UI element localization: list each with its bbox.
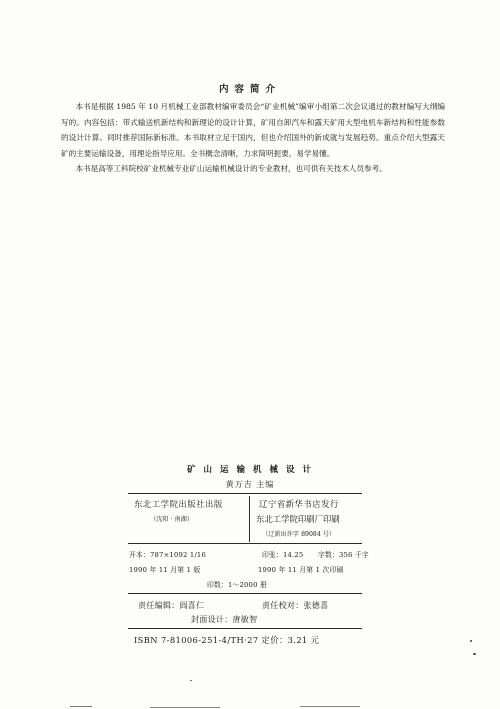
responsible-proofreader: 责任校对：张德喜 bbox=[262, 601, 329, 610]
scan-speck bbox=[473, 653, 476, 655]
word-count: 字数：356 千字 bbox=[318, 551, 369, 559]
colophon-credit-rule bbox=[128, 593, 362, 594]
colophon-isbn-rule bbox=[128, 628, 362, 629]
print-run: 印数：1～2000 册 bbox=[207, 581, 267, 589]
format: 开本：787×1092 1/16 bbox=[129, 551, 206, 559]
colophon-mid-rule bbox=[128, 543, 362, 544]
scan-speck bbox=[470, 640, 472, 642]
colophon-top-rule bbox=[128, 493, 362, 494]
license-number: （辽新出许字 89084 号） bbox=[262, 531, 336, 538]
scan-edge-mark bbox=[150, 707, 220, 708]
publisher-location: （沈阳 · 南湖） bbox=[150, 516, 194, 523]
first-printing: 1990 年 11 月第 1 次印刷 bbox=[258, 566, 344, 574]
printed-sheets: 印张：14.25 bbox=[262, 551, 304, 559]
summary-paragraph-2: 本书是高等工科院校矿业机械专业矿山运输机械设计的专业教材，也可供有关技术人员参考。 bbox=[75, 164, 387, 174]
printer: 东北工学院印刷厂印刷 bbox=[256, 514, 340, 524]
isbn-price: ISBN 7-81006-251-4/TH·27 定价：3.21 元 bbox=[134, 635, 320, 645]
summary-paragraph-1: 本书是根据 1985 年 10 月机械工业部教材编审委员会“矿业机械”编审小组第二次会议通过的教材编写大纲编写的。内容包括：带式输送机新结构和新理论的设计计算，矿用自卸汽车和露天矿用大型电机车新结构和性能参数的设计计算。同时推荐国际新标准。本书取材立足于国内，但也介绍国外的新成就与发展趋势。重点介绍大型露天矿的主要运输设备，用理论指导应用。全书概念清晰，力求简明扼要，易学易懂。 bbox=[61, 102, 445, 158]
publisher-divider bbox=[249, 496, 250, 542]
distributor: 辽宁省新华书店发行 bbox=[259, 499, 339, 509]
publisher: 东北工学院出版社出版 bbox=[134, 499, 223, 509]
summary-title: 内容简介 bbox=[218, 84, 281, 95]
scan-speck bbox=[190, 680, 192, 681]
summary-body bbox=[61, 99, 445, 177]
scan-edge-mark bbox=[300, 706, 360, 707]
responsible-editor: 责任编辑：阎喜仁 bbox=[138, 601, 205, 610]
author: 黄万吉 主编 bbox=[225, 480, 275, 489]
first-edition: 1990 年 11 月第 1 版 bbox=[129, 566, 201, 574]
cover-designer: 封面设计：唐敏智 bbox=[191, 615, 258, 624]
scan-edge-mark bbox=[70, 706, 92, 707]
book-title: 矿山运输机械设计 bbox=[186, 465, 319, 475]
